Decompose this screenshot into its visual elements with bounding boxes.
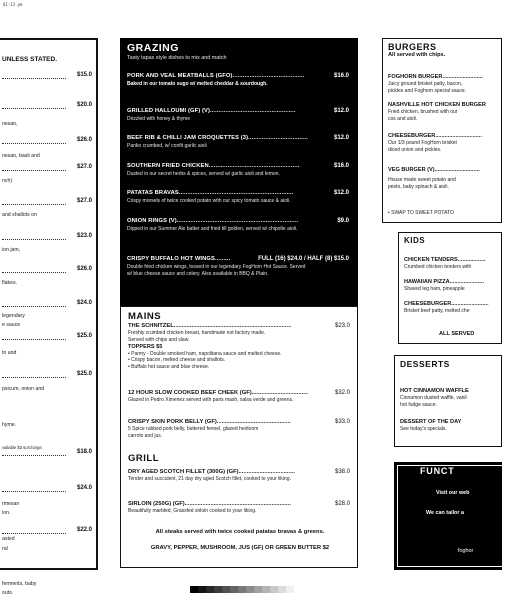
item-description: Cinnamon dusted waffle, vanil [400,395,467,401]
dotted-leader [2,455,66,456]
menu-item-dessert-of-day [400,419,508,433]
item-price: $33.0 [334,419,350,425]
left-menu-panel [0,38,98,596]
item-name: HOT CINNAMON WAFFLE [400,388,469,394]
dotted-leader [2,143,66,144]
left-item-text: ion. [2,510,11,516]
grayscale-swatch [278,586,286,593]
item-description: House made sweet potato and [388,177,456,183]
item-name: PORK AND VEAL MEATBALLS (GFO).......................................... [127,73,305,79]
item-name: CHEESEBURGER........................ [404,301,489,307]
left-item-text: hyme. [2,422,17,428]
dotted-leader [2,239,66,240]
menu-item-scotch-fillet [128,469,352,483]
left-item-text: vailable $3 surcharge [2,445,42,450]
menu-item-buffalo-wings [127,256,351,277]
menu-item-fried-chicken [127,163,351,178]
grayscale-swatch [246,586,254,593]
item-price: $12.0 [333,190,349,196]
item-name: DRY AGED SCOTCH FILLET (300G) (GF)................................... [128,469,295,475]
left-item-text: nch) [2,178,13,184]
page-header-text: 01:13 pm [3,2,23,7]
left-item-price: $15.0 [76,72,92,78]
left-item-text: psicum, onion and [2,386,45,392]
kids-panel [398,232,502,344]
menu-item-meatballs [127,73,351,88]
desserts-title: DESSERTS [400,359,450,369]
functions-tailor-text: We can tailor a [426,510,464,516]
swap-note [388,209,498,217]
item-description-2: pesto, baby spinach & aioli. [388,183,449,190]
functions-border [397,465,502,567]
menu-item-veg-burger [388,167,498,190]
left-item-price: $27.0 [76,198,92,204]
menu-item-hawaiian-pizza [404,279,508,292]
grill-section [128,453,352,464]
grazing-title: GRAZING [127,42,179,54]
item-price: $32.0 [334,390,350,396]
item-description: Fried chicken, brushed with our [388,109,458,115]
item-name: GRILLED HALLOUMI (GF) (V).................................................. [127,108,296,114]
item-description: Dusted in our secret herbs & spices, served w/ garlic aioli and lemon. [127,171,280,177]
item-description: Shaved leg ham, pineapple [404,286,465,292]
kids-title: KIDS [404,236,426,245]
toppers-heading: TOPPERS $5 [128,343,163,350]
desserts-panel [394,355,502,447]
dotted-leader [2,272,66,273]
item-price: $16.0 [333,163,349,169]
item-description: Tender and succulent, 21 day dry aged Scotch fillet, cooked to your liking. [128,476,291,482]
item-name: PATATAS BRAVAS................................................................... [127,190,294,196]
item-description: Double fried chicken wings, tossed in our legendary FogHorn Hot Sauce. Served w/ blue cheese sauce and celery. Also available in BBQ & Plain. [127,264,306,277]
left-item-price: $24.0 [76,485,92,491]
burgers-subtitle: All served with chips. [388,52,446,58]
item-name: VEG BURGER (V)............................. [388,167,480,173]
menu-item-croquettes [127,135,351,150]
item-price: $9.0 [337,218,349,224]
item-name: CRISPY SKIN PORK BELLY (GF).............................................. [128,419,291,425]
left-item-price: $26.0 [76,137,92,143]
item-description-2: Served with chips and slaw. [128,336,190,343]
menu-item-beef-cheek [128,390,352,404]
left-item-text: rmesan [2,501,20,507]
item-description-2: hot fudge sauce. [400,401,437,408]
burgers-panel [382,38,502,223]
burgers-title: BURGERS [388,42,437,52]
item-description-2: pickles and Foghorn special sauce. [388,87,467,94]
item-price: $12.0 [333,135,349,141]
item-name: DESSERT OF THE DAY [400,419,462,425]
left-item-text: ferments, baby [2,581,37,587]
menu-item-patatas-bravas [127,190,351,205]
item-description: Panko crumbed, w/ confit garlic aioli [127,143,207,149]
grayscale-swatch [238,586,246,593]
dotted-leader [2,533,66,534]
mains-panel [120,306,358,568]
left-item-price: $25.0 [76,371,92,377]
topper-option: • Parmy - Double smoked ham, napolitana sauce and melted cheese. [128,350,282,357]
item-name: SOUTHERN FRIED CHICKEN..................................................... [127,163,300,169]
menu-item-chicken-tenders [404,257,508,270]
item-price: FULL (16) $24.0 / HALF (8) $15.0 [258,256,349,262]
kids-served-note: ALL SERVED [439,331,475,337]
item-description: Brisket beef patty, melted che [404,308,470,314]
item-name: CRISPY BUFFALO HOT WINGS......... [127,256,231,262]
item-description: Drizzled with honey & thyme [127,116,191,122]
grayscale-swatch [214,586,222,593]
item-name: BEEF RIB & CHILLI JAM CROQUETTES (3)................................... [127,135,309,141]
grazing-panel [120,38,358,306]
item-description-2: diced onion and pickles. [388,146,442,153]
left-item-price: $26.0 [76,266,92,272]
functions-panel [394,462,502,570]
item-name: SIRLOIN (250G) (GF).................................................................. [128,501,291,507]
grazing-subtitle: Tasty tapas style dishes to mix and match [127,55,227,61]
topper-option: • Crispy bacon, melted cheese and shallots. [128,357,226,364]
menu-item-foghorn-burger [388,74,498,94]
menu-item-pork-belly [128,419,352,440]
left-item-text: ion jam, [2,247,21,253]
grayscale-swatch [254,586,262,593]
item-description: Dipped in our Summer Ale batter and fried till golden, served w/ chipotle aioli. [127,226,298,232]
functions-website-text: Visit our web [436,490,470,496]
left-item-text: flakes. [2,280,17,286]
item-price: $12.0 [333,108,349,114]
item-description: Crumbed chicken tenders with [404,264,472,270]
item-price: $23.0 [334,323,350,329]
menu-item-schnitzel [128,323,352,371]
item-name: 12 HOUR SLOW COOKED BEEF CHEEK (GF)................................... [128,390,309,396]
item-name: THE SCHNITZEL......................................................................... [128,323,292,329]
item-price: $16.0 [333,73,349,79]
left-item-text: nesan, [2,121,18,127]
left-item-text: asted [2,536,15,542]
dotted-leader [2,377,66,378]
menu-item-cinnamon-waffle [400,388,508,408]
menu-item-kids-cheeseburger [404,301,508,314]
item-description: Our 1/3 pound FogHorn brisket [388,140,457,146]
item-price: $28.0 [334,501,350,507]
grayscale-calibration-strip [190,586,294,593]
left-item-price: $27.0 [76,164,92,170]
left-item-text: legendary [2,313,25,319]
item-description: Glazed in Pedro Ximenez served with paris mash, salsa verde and greens. [128,397,294,403]
sauce-options: GRAVY, PEPPER, MUSHROOM, JUS (GF) OR GREEN BUTTER $2 [150,545,330,551]
grayscale-swatch [206,586,214,593]
dotted-leader [2,78,66,79]
item-description: Freshly crumbed chicken breast, handmade not factory made. [128,330,266,336]
item-description: Juicy ground brisket patty, bacon, [388,81,463,87]
grayscale-swatch [270,586,278,593]
left-item-price: $23.0 [76,233,92,239]
mains-title: MAINS [128,311,162,322]
dotted-leader [2,204,66,205]
dotted-leader [2,491,66,492]
left-item-text: outs. [2,590,14,596]
grayscale-swatch [190,586,198,593]
grill-title: GRILL [128,453,159,464]
item-name: ONION RINGS (V)....................................................................... [127,218,299,224]
dotted-leader [2,108,66,109]
topper-option: • Buffalo hot sauce and blue cheese. [128,364,210,371]
left-panel-title: UNLESS STATED. [2,56,58,63]
left-item-price: $25.0 [76,333,92,339]
item-description: Beautifully marbled, Grassfed sirloin cooked to your liking. [128,508,257,514]
functions-url-text: foghor [458,548,474,554]
item-name: NASHVILLE HOT CHICKEN BURGER [388,102,486,108]
functions-title: FUNCT [420,466,455,476]
left-item-price: $24.0 [76,300,92,306]
left-item-price: $22.0 [76,527,92,533]
item-description: Crispy morsels of twice cooked potato with our spicy tomato sauce & aioli. [127,198,291,204]
grayscale-swatch [198,586,206,593]
item-description: Baked in our tomato sugo w/ melted cheddar & sourdough. [127,81,268,87]
left-item-price: $20.0 [76,102,92,108]
left-item-text: nesan, basil and [2,153,40,159]
grayscale-swatch [230,586,238,593]
dotted-leader [2,339,66,340]
left-item-price: $18.0 [76,449,92,455]
item-name: FOGHORN BURGER.......................... [388,74,483,80]
grayscale-swatch [222,586,230,593]
item-name: CHEESEBURGER.............................. [388,133,482,139]
steak-note: All steaks served with twice cooked patatas bravas & greens. [155,529,325,535]
left-item-text: e sauce [2,322,21,328]
item-name: CHICKEN TENDERS.................. [404,257,486,263]
left-item-text: nd [2,546,8,552]
item-description: See today's specials. [400,426,447,432]
menu-item-cheeseburger [388,133,498,153]
menu-item-halloumi [127,108,351,123]
grayscale-swatch [262,586,270,593]
item-price: $38.0 [334,469,350,475]
dotted-leader [2,170,66,171]
menu-item-onion-rings [127,218,351,233]
dotted-leader [2,306,66,307]
item-description-2: cos and aioli. [388,115,418,122]
menu-item-nashville-burger [388,102,498,122]
item-name: HAWAIIAN PIZZA...................... [404,279,484,285]
left-item-text: to and [2,350,17,356]
item-description: 5 Spice rubbed pork belly, buttered fennel, glazed heirloom carrots and jus. [128,426,259,439]
left-item-text: and shallots on [2,212,37,218]
menu-item-sirloin [128,501,352,515]
swap-text: • SWAP TO SWEET POTATO [388,210,454,216]
grayscale-swatch [286,586,294,593]
